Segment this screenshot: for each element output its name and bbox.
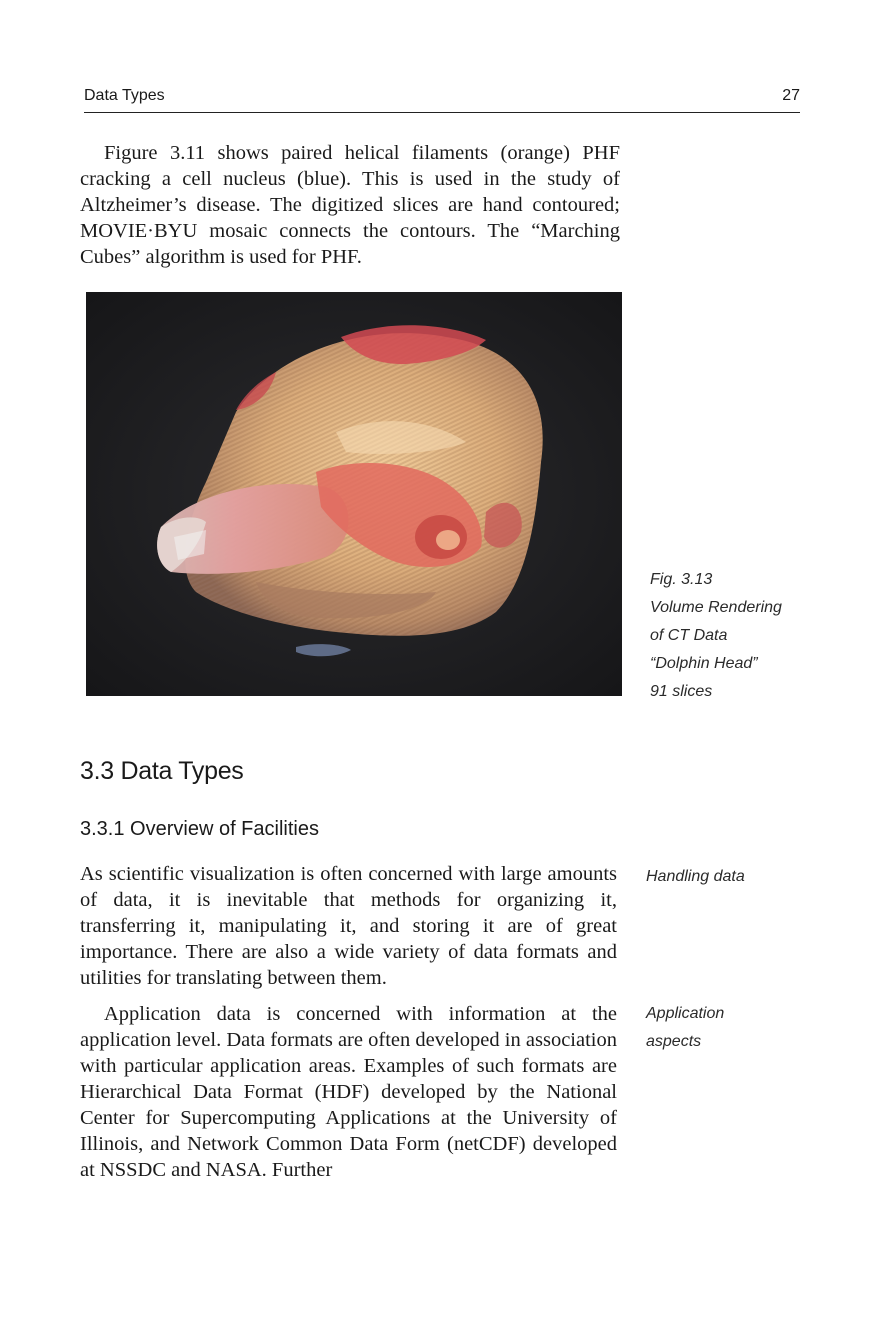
running-head <box>84 84 800 113</box>
caption-line: 91 slices <box>650 683 713 700</box>
caption-figure-number: Fig. 3.13 <box>650 571 713 588</box>
intro-paragraph: Figure 3.11 shows paired helical filaments (orange) PHF cracking a cell nucleus (blue). This is used in the study of Altzheimer’s disease. The digitized slices are hand contoured; MOVIE·BYU mosaic connects the contours. The “Marching Cubes” algorithm is used for PHF. <box>80 142 620 268</box>
figure-caption <box>650 566 830 706</box>
margin-note-line: aspects <box>646 1033 702 1050</box>
section-heading: 3.3 Data Types <box>80 757 244 785</box>
margin-note-handling-data <box>646 863 745 891</box>
margin-note-line: Handling data <box>646 868 745 885</box>
margin-note-line: Application <box>646 1005 725 1022</box>
caption-line: of CT Data <box>650 627 728 644</box>
caption-line: Volume Rendering <box>650 599 782 616</box>
subsection-heading: 3.3.1 Overview of Facilities <box>80 818 319 840</box>
running-head-title: Data Types <box>84 87 165 104</box>
volume-rendering-image <box>86 292 622 696</box>
page-number: 27 <box>782 87 800 104</box>
caption-line: “Dolphin Head” <box>650 655 758 672</box>
body-paragraph: As scientific visualization is often concerned with large amounts of data, it is inevitable that methods for organizing it, transferring it, manipulating it, and storing it are of great importance. There are also a wide variety of data formats and utilities for translating between them. <box>80 863 617 989</box>
figure-dolphin-head-rendering <box>86 292 622 696</box>
margin-note-application-aspects <box>646 1000 724 1056</box>
body-paragraph: Application data is concerned with information at the application level. Data formats are often developed in association with particular application areas. Examples of such formats are Hierarchical Data Format (HDF) developed by the National Center for Supercomputing Applications at the University of Illinois, and Network Common Data Form (netCDF) developed at NSSDC and NASA. Further <box>80 1003 617 1181</box>
